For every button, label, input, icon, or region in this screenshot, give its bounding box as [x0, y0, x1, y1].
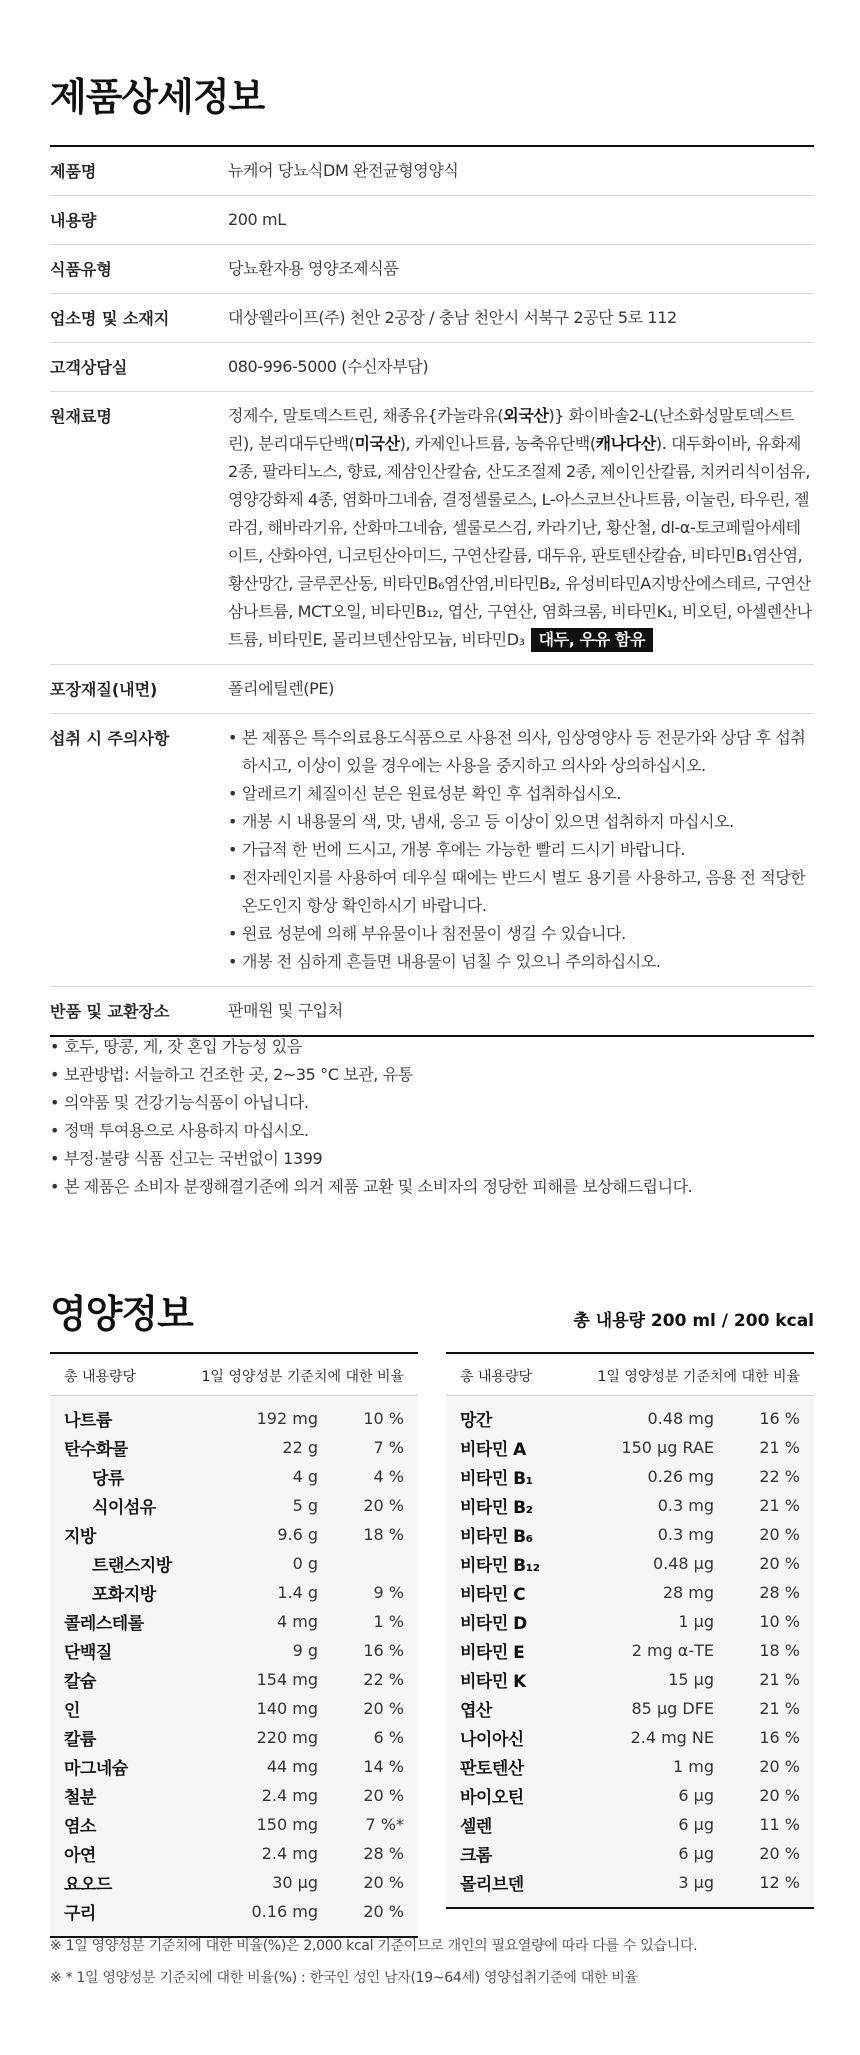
nutrient-name: 판토텐산 [460, 1759, 524, 1779]
nutrient-amount: 0.48 μg [652, 1554, 714, 1573]
caution-item: • 개봉 전 심하게 흔들면 내용물이 넘칠 수 있으니 주의하십시오. [228, 948, 814, 976]
nutrition-row [446, 1607, 814, 1636]
ingredients-part: ), 카제인나트륨, 농축유단백( [399, 434, 596, 453]
nutrition-row [446, 1578, 814, 1607]
product-notes [50, 1033, 814, 1201]
nutrition-row [446, 1462, 814, 1491]
nutrient-percent: 20 % [759, 1844, 800, 1863]
nutrient-percent: 28 % [759, 1583, 800, 1602]
info-value: 200 mL [228, 210, 286, 229]
ingredients-text [228, 402, 814, 654]
nutrition-row [50, 1549, 418, 1578]
nutrient-amount: 192 mg [256, 1409, 318, 1428]
nutrient-amount: 44 mg [266, 1757, 318, 1776]
nutrient-name: 비타민 C [460, 1585, 526, 1605]
nutrient-amount: 1 mg [672, 1757, 714, 1776]
nutrition-row [50, 1752, 418, 1781]
nutrient-amount: 85 μg DFE [631, 1699, 714, 1718]
nutrition-rows [446, 1396, 814, 1907]
nutrient-name: 구리 [64, 1904, 96, 1924]
nutrient-percent: 16 % [363, 1641, 404, 1660]
nutrient-name: 요오드 [64, 1875, 112, 1895]
nutrient-amount: 6 μg [678, 1844, 714, 1863]
nutrient-amount: 154 mg [256, 1670, 318, 1689]
caution-item: • 개봉 시 내용물의 색, 맛, 냄새, 응고 등 이상이 있으면 섭취하지 마십시오. [228, 808, 814, 836]
header-pct: 1일 영양성분 기준치에 대한 비율 [597, 1369, 800, 1385]
caution-item: • 본 제품은 특수의료용도식품으로 사용전 의사, 임상영양사 등 전문가와 상담 후 섭취하시고, 이상이 있을 경우에는 사용을 중지하고 의사와 상의하십시오. [228, 724, 814, 780]
info-label: 식품유형 [50, 260, 112, 279]
nutrient-amount: 140 mg [256, 1699, 318, 1718]
ingredients-part: 정제수, 말토덱스트린, 채종유{카놀라유( [228, 406, 504, 425]
nutrition-row [446, 1839, 814, 1868]
nutrient-amount: 0.26 mg [647, 1467, 714, 1486]
nutrient-amount: 220 mg [256, 1728, 318, 1747]
nutrition-table-header [446, 1354, 814, 1396]
nutrition-table-left [50, 1352, 418, 1938]
info-label: 포장재질(내면) [50, 680, 158, 699]
nutrient-amount: 0.3 mg [657, 1496, 714, 1515]
nutrition-row [446, 1549, 814, 1578]
nutrient-amount: 2.4 mg [261, 1844, 318, 1863]
nutrient-name: 염소 [64, 1817, 96, 1837]
product-info-table [50, 145, 814, 1037]
nutrient-name: 비타민 B₆ [460, 1527, 533, 1547]
caution-item: • 전자레인지를 사용하여 데우실 때에는 반드시 별도 용기를 사용하고, 음용 전 적당한 온도인지 항상 확인하시기 바랍니다. [228, 864, 814, 920]
nutrition-title: 영양정보 [50, 1292, 193, 1336]
info-value: 폴리에틸렌(PE) [228, 679, 334, 698]
nutrition-row [50, 1433, 418, 1462]
nutrient-name: 지방 [64, 1527, 96, 1547]
nutrition-row [446, 1433, 814, 1462]
nutrition-row [50, 1491, 418, 1520]
nutrient-percent: 16 % [759, 1409, 800, 1428]
nutrient-amount: 2 mg α-TE [631, 1641, 714, 1660]
nutrition-row [446, 1810, 814, 1839]
nutrient-name: 칼슘 [64, 1672, 96, 1692]
nutrient-name: 칼륨 [64, 1730, 96, 1750]
nutrient-percent: 4 % [373, 1467, 404, 1486]
nutrition-row [50, 1404, 418, 1433]
nutrient-percent: 10 % [363, 1409, 404, 1428]
nutrient-name: 크롬 [460, 1846, 492, 1866]
note-item: • 호두, 땅콩, 게, 잣 혼입 가능성 있음 [50, 1033, 814, 1061]
nutrient-percent: 20 % [363, 1902, 404, 1921]
nutrient-amount: 0.48 mg [647, 1409, 714, 1428]
nutrition-row [50, 1636, 418, 1665]
nutrient-name: 셀렌 [460, 1817, 492, 1837]
nutrient-amount: 0 g [292, 1554, 318, 1573]
nutrient-name: 나이아신 [460, 1730, 524, 1750]
nutrition-row [50, 1462, 418, 1491]
nutrient-amount: 1 μg [678, 1612, 714, 1631]
nutrient-percent: 21 % [759, 1438, 800, 1457]
nutrition-row [50, 1839, 418, 1868]
nutrient-amount: 30 μg [272, 1873, 318, 1892]
caution-list [228, 724, 814, 976]
info-row-maker [50, 294, 814, 343]
origin-highlight: 외국산 [503, 406, 549, 425]
nutrient-amount: 22 g [282, 1438, 318, 1457]
nutrient-amount: 3 μg [678, 1873, 714, 1892]
info-label: 고객상담실 [50, 358, 128, 377]
nutrient-amount: 15 μg [668, 1670, 714, 1689]
nutrition-row [50, 1665, 418, 1694]
nutrition-row [50, 1781, 418, 1810]
nutrition-row [50, 1723, 418, 1752]
nutrient-amount: 4 g [292, 1467, 318, 1486]
caution-item: • 가급적 한 번에 드시고, 개봉 후에는 가능한 빨리 드시기 바랍니다. [228, 836, 814, 864]
nutrition-rows [50, 1396, 418, 1936]
nutrition-row [50, 1868, 418, 1897]
nutrient-amount: 2.4 mg [261, 1786, 318, 1805]
nutrient-name: 당류 [92, 1469, 124, 1489]
note-item: • 본 제품은 소비자 분쟁해결기준에 의거 제품 교환 및 소비자의 정당한 피해를 보상해드립니다. [50, 1173, 814, 1201]
info-label: 제품명 [50, 162, 97, 181]
nutrient-percent: 20 % [759, 1525, 800, 1544]
nutrition-table-right [446, 1352, 814, 1909]
nutrient-percent: 1 % [373, 1612, 404, 1631]
header-per: 총 내용량당 [460, 1369, 533, 1385]
info-value: 대상웰라이프(주) 천안 2공장 / 충남 천안시 서북구 2공단 5로 112 [228, 308, 677, 327]
nutrient-amount: 5 g [292, 1496, 318, 1515]
nutrient-percent: 20 % [363, 1699, 404, 1718]
nutrient-name: 몰리브덴 [460, 1875, 524, 1895]
nutrient-amount: 9.6 g [277, 1525, 318, 1544]
nutrition-row [50, 1607, 418, 1636]
nutrition-row [446, 1636, 814, 1665]
nutrient-percent: 21 % [759, 1496, 800, 1515]
nutrient-name: 탄수화물 [64, 1440, 128, 1460]
note-item: • 부정·불량 식품 신고는 국번없이 1399 [50, 1145, 814, 1173]
nutrition-row [446, 1491, 814, 1520]
info-row-volume [50, 196, 814, 245]
nutrient-percent: 10 % [759, 1612, 800, 1631]
note-item: • 의약품 및 건강기능식품이 아닙니다. [50, 1089, 814, 1117]
nutrition-row [50, 1897, 418, 1926]
nutrition-row [50, 1694, 418, 1723]
note-item: • 정맥 투여용으로 사용하지 마십시오. [50, 1117, 814, 1145]
info-value: 뉴케어 당뇨식DM 완전균형영양식 [228, 161, 459, 180]
caution-item: • 원료 성분에 의해 부유물이나 침전물이 생길 수 있습니다. [228, 920, 814, 948]
nutrient-amount: 4 mg [276, 1612, 318, 1631]
nutrient-percent: 20 % [759, 1786, 800, 1805]
info-row-packaging [50, 665, 814, 714]
nutrient-percent: 7 %* [365, 1815, 404, 1834]
nutrient-name: 비타민 E [460, 1643, 525, 1663]
nutrient-name: 비타민 B₁₂ [460, 1556, 540, 1576]
nutrient-name: 비타민 B₂ [460, 1498, 533, 1518]
nutrient-name: 비타민 K [460, 1672, 526, 1692]
info-label: 업소명 및 소재지 [50, 309, 170, 328]
nutrient-percent: 21 % [759, 1699, 800, 1718]
nutrient-amount: 0.3 mg [657, 1525, 714, 1544]
ingredients-part: ). 대두화이바, 유화제 2종, 팔라티노스, 향료, 제삼인산칼슘, 산도조절제 2종, 제이인산칼륨, 치커리식이섬유, 영양강화제 4종, 염화마그네슘, 결정셀룰로스, L-아스코브산나트륨, 이눌린, 타우린, 젤라검, 해바라기유, 산화마그네슘, 셀룰로스검, 카라기난, 황산철, dl-α-토코페릴아세테이트, 산화아연, 니코틴산아미드, 구연산칼륨, 대두유, 판토텐산칼슘, 비타민B₁염산염, 황산망간, 글루콘산동, 비타민B₆염산염,비타민B₂, 유성비타민A지방산에스테르, 구연산삼나트륨, MCT오일, 비타민B₁₂, 엽산, 구연산, 염화크롬, 비타민K₁, 비오틴, 아셀렌산나트륨, 비타민E, 몰리브덴산암모늄, 비타민D₃ [228, 434, 812, 649]
nutrient-amount: 28 mg [662, 1583, 714, 1602]
info-row-ingredients [50, 392, 814, 665]
nutrient-percent: 14 % [363, 1757, 404, 1776]
nutrient-name: 식이섬유 [92, 1498, 156, 1518]
nutrient-name: 엽산 [460, 1701, 492, 1721]
nutrition-row [50, 1810, 418, 1839]
ingredients-part: )} 화이바솔2-L(난소화성말토덱스트린), 분리대두단백( [228, 406, 794, 453]
nutrient-percent: 20 % [759, 1554, 800, 1573]
nutrient-name: 철분 [64, 1788, 96, 1808]
nutrient-name: 비타민 B₁ [460, 1469, 533, 1489]
info-value: 080-996-5000 (수신자부담) [228, 357, 429, 376]
nutrition-table-header [50, 1354, 418, 1396]
nutrient-amount: 6 μg [678, 1815, 714, 1834]
nutrient-percent: 16 % [759, 1728, 800, 1747]
origin-highlight: 캐나다산 [595, 434, 656, 453]
nutrient-name: 인 [64, 1701, 80, 1721]
footnote: ※ 1일 영양성분 기준치에 대한 비율(%)은 2,000 kcal 기준이므로 개인의 필요열량에 따라 다를 수 있습니다. [50, 1938, 698, 1954]
info-label: 원재료명 [50, 407, 112, 426]
allergen-badge: 대두, 우유 함유 [531, 628, 653, 652]
nutrition-total: 총 내용량 200 ml / 200 kcal [573, 1311, 814, 1331]
nutrient-percent: 6 % [373, 1728, 404, 1747]
info-row-returns [50, 987, 814, 1035]
nutrient-name: 단백질 [64, 1643, 112, 1663]
nutrient-percent: 22 % [363, 1670, 404, 1689]
nutrition-row [446, 1752, 814, 1781]
nutrition-row [446, 1520, 814, 1549]
nutrient-name: 비타민 A [460, 1440, 526, 1460]
nutrient-name: 바이오틴 [460, 1788, 524, 1808]
info-label: 섭취 시 주의사항 [50, 729, 170, 748]
nutrient-percent: 20 % [363, 1786, 404, 1805]
nutrient-percent: 20 % [363, 1496, 404, 1515]
nutrient-percent: 9 % [373, 1583, 404, 1602]
header-per: 총 내용량당 [64, 1369, 137, 1385]
nutrient-name: 아연 [64, 1846, 96, 1866]
nutrition-row [50, 1578, 418, 1607]
nutrition-row [446, 1723, 814, 1752]
nutrient-name: 나트륨 [64, 1411, 112, 1431]
nutrient-percent: 20 % [363, 1873, 404, 1892]
info-label: 반품 및 교환장소 [50, 1002, 170, 1021]
nutrient-percent: 21 % [759, 1670, 800, 1689]
nutrition-row [446, 1665, 814, 1694]
nutrient-percent: 18 % [363, 1525, 404, 1544]
info-label: 내용량 [50, 211, 97, 230]
nutrient-name: 포화지방 [92, 1585, 156, 1605]
nutrient-amount: 150 mg [256, 1815, 318, 1834]
note-item: • 보관방법: 서늘하고 건조한 곳, 2~35 °C 보관, 유통 [50, 1061, 814, 1089]
nutrient-name: 트랜스지방 [92, 1556, 172, 1576]
info-row-type [50, 245, 814, 294]
nutrient-name: 망간 [460, 1411, 492, 1431]
footnote: ※ * 1일 영양성분 기준치에 대한 비율(%) : 한국인 성인 남자(19~64세) 영양섭취기준에 대한 비율 [50, 1970, 638, 1986]
caution-item: • 알레르기 체질이신 분은 원료성분 확인 후 섭취하십시오. [228, 780, 814, 808]
header-pct: 1일 영양성분 기준치에 대한 비율 [201, 1369, 404, 1385]
nutrient-name: 비타민 D [460, 1614, 527, 1634]
nutrient-percent: 22 % [759, 1467, 800, 1486]
nutrient-percent: 18 % [759, 1641, 800, 1660]
nutrient-percent: 28 % [363, 1844, 404, 1863]
nutrition-footnotes [50, 1930, 830, 1994]
nutrient-percent: 12 % [759, 1873, 800, 1892]
info-row-caution [50, 714, 814, 987]
product-info-title: 제품상세정보 [50, 75, 265, 119]
nutrition-row [446, 1694, 814, 1723]
info-row-customer-service [50, 343, 814, 392]
nutrition-row [446, 1781, 814, 1810]
nutrient-name: 콜레스테롤 [64, 1614, 144, 1634]
nutrition-row [50, 1520, 418, 1549]
nutrient-amount: 2.4 mg NE [630, 1728, 714, 1747]
nutrition-row [446, 1404, 814, 1433]
nutrient-amount: 1.4 g [277, 1583, 318, 1602]
nutrient-amount: 9 g [292, 1641, 318, 1660]
info-row-name [50, 147, 814, 196]
nutrient-percent: 20 % [759, 1757, 800, 1776]
nutrition-row [446, 1868, 814, 1897]
nutrient-name: 마그네슘 [64, 1759, 128, 1779]
nutrient-amount: 0.16 mg [251, 1902, 318, 1921]
nutrient-amount: 6 μg [678, 1786, 714, 1805]
info-value: 판매원 및 구입처 [228, 1001, 343, 1020]
nutrient-percent: 11 % [759, 1815, 800, 1834]
nutrient-percent: 7 % [373, 1438, 404, 1457]
info-value: 당뇨환자용 영양조제식품 [228, 259, 399, 278]
caution-list-wrap [228, 724, 814, 976]
nutrient-amount: 150 μg RAE [621, 1438, 714, 1457]
origin-highlight: 미국산 [354, 434, 400, 453]
